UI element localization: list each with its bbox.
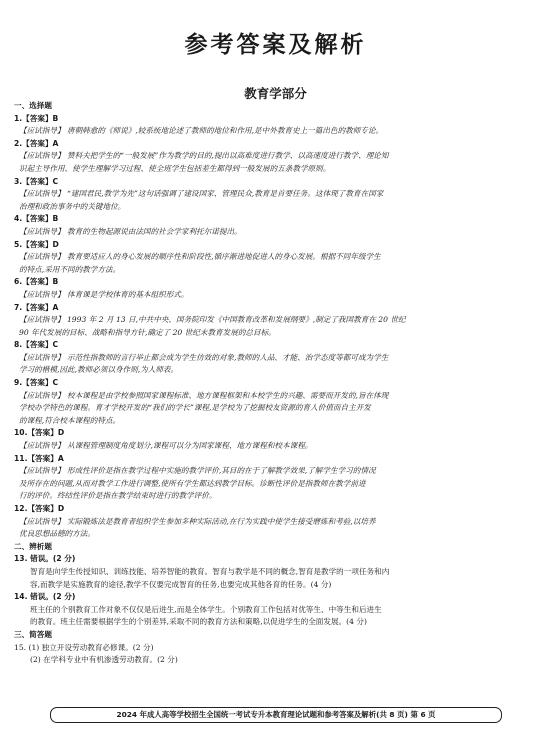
- text-line: 【应试指导】 教育的生物起源说由法国的社会学家利托尔诺提出。: [19, 226, 242, 236]
- text-line: 三、简答题: [14, 629, 52, 639]
- text-line: 【应试指导】 实际锻炼法是教育者组织学生参加多种实际活动,在行为实践中使学生接受磨炼和考验,以培养: [19, 516, 376, 526]
- text-line: 11.【答案】A: [14, 453, 64, 463]
- text-line: 1.【答案】B: [14, 113, 59, 123]
- text-line: 【应试指导】 从课程管理制度角度划分,课程可以分为国家课程、地方课程和校本课程。: [19, 441, 313, 451]
- section-subtitle: 教育学部分: [244, 86, 307, 101]
- text-line: 14. 错误。(2 分): [14, 592, 76, 602]
- text-line: 治理和政治事务中的关键地位。: [19, 201, 126, 211]
- text-line: 识起主导作用、使学生理解学习过程、使全班学生包括差生都得到一般发展的五条教学原则。: [19, 163, 331, 173]
- text-line: 班主任的个别教育工作对象不仅仅是后进生,而是全体学生。个别教育工作包括对优等生、中等生和后进生: [30, 604, 382, 614]
- text-line: 【应试指导】 唐朝韩愈的《师说》,较系统地论述了教师的地位和作用,是中外教育史上一篇出色的教师专论。: [19, 126, 384, 136]
- text-line: 学习的楷模,因此,教师必须以身作则,为人师表。: [19, 365, 179, 375]
- text-line: 9.【答案】C: [14, 378, 59, 388]
- text-line: 8.【答案】C: [14, 340, 59, 350]
- text-line: 的课程,符合校本课程的特点。: [19, 415, 121, 425]
- text-line: 【应试指导】 “建国君民,教学为先”这句话强调了建设国家、管理民众,教育是首要任务。这体现了教育在国家: [19, 189, 384, 199]
- text-line: 容,而教学是实施教育的途径,教学不仅要完成智育的任务,也要完成其他各育的任务。(4 分): [30, 579, 332, 589]
- text-line: 行的评价。终结性评价是指在教学结束时进行的教学评价。: [19, 491, 217, 501]
- answer-content: [14, 100, 540, 667]
- page-footer: 2024 年成人高等学校招生全国统一考试专升本教育理论试题和参考答案及解析(共 8 页) 第 6 页: [50, 707, 502, 723]
- text-line: 15. (1) 独立开设劳动教育必修课。(2 分): [14, 642, 154, 652]
- text-line: 【应试指导】 体育课是学校体育的基本组织形式。: [19, 289, 189, 299]
- text-line: 学校办学特色的课程。育才学校开发的“我们的学长”课程,是学校为了挖掘校友资源的育人价值而自主开发: [19, 403, 371, 413]
- text-line: 2.【答案】A: [14, 138, 59, 148]
- text-line: 【应试指导】 1993 年 2 月 13 日,中共中央、国务院印发《中国教育改革和发展纲要》,制定了我国教育在 20 世纪: [19, 315, 406, 325]
- page-title: 参考答案及解析: [184, 32, 367, 58]
- text-line: 及所存在的问题,从而对教学工作进行调整,使所有学生都达到教学目标。诊断性评价是指教师在教学前进: [19, 478, 366, 488]
- text-line: 二、辨析题: [14, 541, 52, 551]
- text-line: 5.【答案】D: [14, 239, 59, 249]
- text-line: 10.【答案】D: [14, 428, 65, 438]
- text-line: 4.【答案】B: [14, 214, 59, 224]
- text-line: 的特点,采用不同的教学方法。: [19, 264, 121, 274]
- text-line: 【应试指导】 校本课程是由学校参照国家课程标准、地方课程框架和本校学生的兴趣、需要而开发的,旨在体现: [19, 390, 389, 400]
- text-line: (2) 在学科专业中有机渗透劳动教育。(2 分): [30, 655, 178, 665]
- text-line: 智育是向学生传授知识、训练技能、培养智能的教育。智育与教学是不同的概念,智育是教学的一项任务和内: [30, 566, 390, 576]
- text-line: 【应试指导】 示范性指教师的言行举止都会成为学生仿效的对象,教师的人品、才能、治学态度等都可成为学生: [19, 352, 389, 362]
- text-line: 13. 错误。(2 分): [14, 554, 76, 564]
- text-line: 【应试指导】 教育要适应人的身心发展的顺序性和阶段性,循序渐进地促进人的身心发展。根据不同年级学生: [19, 252, 381, 262]
- text-line: 3.【答案】C: [14, 176, 59, 186]
- text-line: 6.【答案】B: [14, 277, 59, 287]
- text-line: 的教育。班主任需要根据学生的个别差异,采取不同的教育方法和策略,以促进学生的全面发展。(4 分): [30, 617, 367, 627]
- text-line: 90 年代发展的目标、战略和指导方针,确定了 20 世纪末教育发展的总目标。: [19, 327, 276, 337]
- text-line: 【应试指导】 赞科夫把学生的“一般发展”作为教学的目的,提出以高难度进行教学、以高速度进行教学、理论知: [19, 151, 389, 161]
- text-line: 【应试指导】 形成性评价是指在教学过程中实施的教学评价,其目的在于了解教学效果,了解学生学习的情况: [19, 466, 376, 476]
- text-line: 优良思想品德的方法。: [19, 529, 95, 539]
- text-line: 7.【答案】A: [14, 302, 59, 312]
- text-line: 一、选择题: [14, 101, 52, 110]
- text-line: 12.【答案】D: [14, 504, 65, 513]
